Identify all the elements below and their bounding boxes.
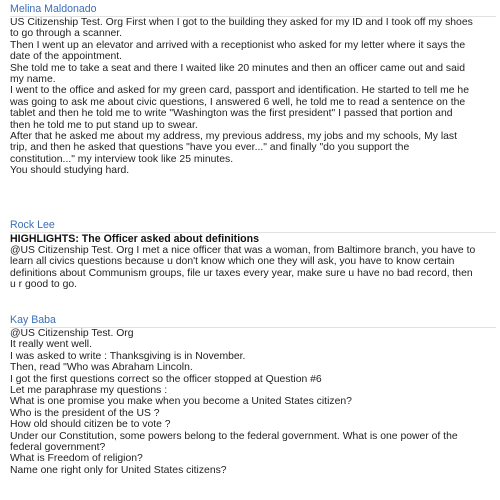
- comment-line: I got the first questions correct so the officer stopped at Question #6: [10, 373, 322, 385]
- comment-author-link[interactable]: Kay Baba: [10, 314, 56, 326]
- comment-rock-lee: [10, 219, 496, 291]
- comment-line: How old should citizen be to vote ?: [10, 419, 171, 431]
- comment-highlight-heading: HIGHLIGHTS: The Officer asked about definitions: [10, 233, 259, 245]
- comment-line: trip, and then he asked that questions "have you ever..." and finally "do you support the: [10, 142, 410, 154]
- comment-line: then he told me to put stand up to swear.: [10, 119, 198, 131]
- comment-line: I was asked to write : Thanksgiving is in November.: [10, 350, 246, 362]
- comment-body: [10, 17, 496, 177]
- comment-line: You should studying hard.: [10, 165, 130, 177]
- comment-line: Who is the president of the US ?: [10, 407, 160, 419]
- comment-line: Let me paraphrase my questions :: [10, 385, 168, 397]
- comment-line: date of the appointment.: [10, 51, 123, 63]
- comment-kay-baba: [10, 314, 496, 476]
- comment-line: Name one right only for United States citizens?: [10, 464, 227, 476]
- comment-line: my name.: [10, 74, 56, 86]
- comment-line: to go through a scanner.: [10, 28, 123, 40]
- comment-line: I went to the office and asked for my green card, passport and identification. He started to tell me he: [10, 85, 469, 97]
- comment-line: tablet and then he told me to write "Washington was the first president" I passed that portion and: [10, 108, 453, 120]
- comment-line: definitions about Communism groups, file ur taxes every year, make sure u have no bad record, then: [10, 267, 473, 279]
- comment-line: Then I went up an elevator and arrived with a receptionist who asked for my letter where it says the: [10, 39, 466, 51]
- comment-line: She told me to take a seat and there I waited like 20 minutes and then an officer came out and said: [10, 62, 465, 74]
- comment-line: After that he asked me about my address, my previous address, my jobs and my schools, My last: [10, 131, 457, 143]
- comment-line: Under our Constitution, some powers belong to the federal government. What is one power of the: [10, 430, 458, 442]
- comment-line: @US Citizenship Test. Org: [10, 328, 134, 339]
- comment-line: @US Citizenship Test. Org I met a nice officer that was a woman, from Baltimore branch, you have to: [10, 245, 476, 256]
- comment-line: What is Freedom of religion?: [10, 453, 143, 465]
- comment-line: What is one promise you make when you become a United States citizen?: [10, 396, 352, 408]
- comment-body: [10, 245, 496, 291]
- comment-line: was going to ask me about civic questions, I answered 6 well, he told me to read a sentence on the: [10, 96, 466, 108]
- comment-line: federal government?: [10, 442, 106, 454]
- comment-author-link[interactable]: Melina Maldonado: [10, 3, 97, 15]
- comment-melina-maldonado: [10, 3, 496, 177]
- comment-line: constitution..." my interview took like 25 minutes.: [10, 153, 234, 165]
- comment-line: learn all civics questions because u don't know which one they will ask, you have to know certain: [10, 256, 455, 268]
- comment-line: US Citizenship Test. Org First when I got to the building they asked for my ID and I took off my shoes: [10, 17, 473, 28]
- comment-body: [10, 328, 496, 476]
- comment-line: u r good to go.: [10, 279, 78, 291]
- comment-author-link[interactable]: Rock Lee: [10, 219, 55, 231]
- comment-line: It really went well.: [10, 339, 92, 351]
- comment-line: Then, read "Who was Abraham Lincoln.: [10, 362, 193, 374]
